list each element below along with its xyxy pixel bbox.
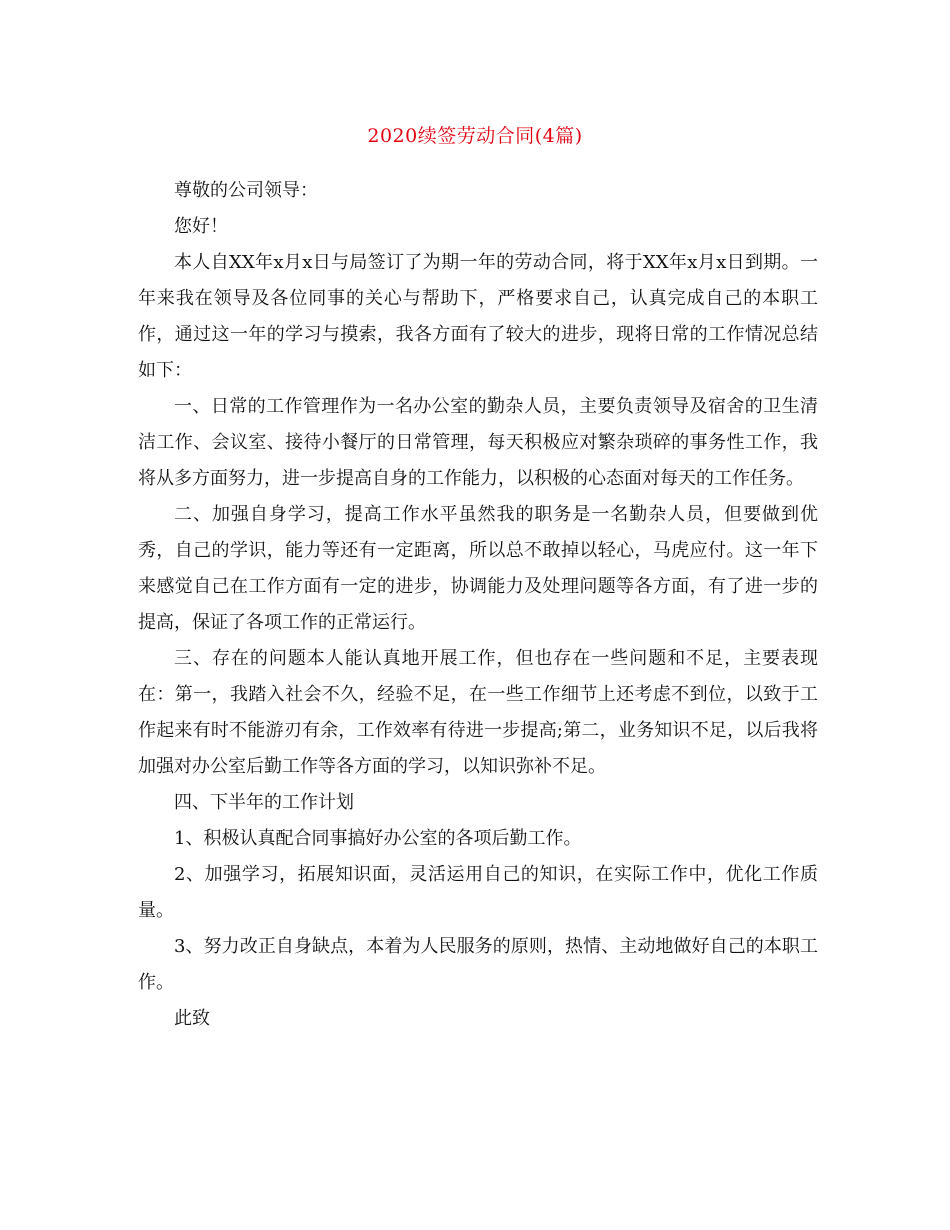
salutation: 尊敬的公司领导：	[174, 180, 318, 201]
document-title: 2020续签劳动合同(4篇)	[367, 125, 583, 147]
plan-item-2: 2、加强学习，拓展知识面，灵活运用自己的知识，在实际工作中，优化工作质量。	[138, 864, 818, 921]
closing: 此致	[174, 1008, 210, 1029]
paragraph-section-2: 二、加强自身学习，提高工作水平虽然我的职务是一名勤杂人员，但要做到优秀，自己的学识，能力等还有一定距离，所以总不敢掉以轻心，马虎应付。这一年下来感觉自己在工作方面有一定的进步，协调能力及处理问题等各方面，有了进一步的提高，保证了各项工作的正常运行。	[138, 504, 818, 633]
document-body	[138, 173, 818, 1037]
plan-item-3: 3、努力改正自身缺点，本着为人民服务的原则，热情、主动地做好自己的本职工作。	[138, 936, 818, 993]
plan-item-1: 1、积极认真配合同事搞好办公室的各项后勤工作。	[174, 828, 582, 849]
paragraph-section-1: 一、日常的工作管理作为一名办公室的勤杂人员，主要负责领导及宿舍的卫生清洁工作、会议室、接待小餐厅的日常管理，每天积极应对繁杂琐碎的事务性工作，我将从多方面努力，进一步提高自身的工作能力，以积极的心态面对每天的工作任务。	[138, 396, 818, 489]
section-4-heading: 四、下半年的工作计划	[174, 792, 354, 813]
greeting: 您好！	[174, 216, 228, 237]
paragraph-section-3: 三、存在的问题本人能认真地开展工作，但也存在一些问题和不足，主要表现在：第一，我踏入社会不久，经验不足，在一些工作细节上还考虑不到位，以致于工作起来有时不能游刃有余，工作效率有待进一步提高;第二，业务知识不足，以后我将加强对办公室后勤工作等各方面的学习，以知识弥补不足。	[138, 648, 818, 777]
paragraph-intro: 本人自XX年x月x日与局签订了为期一年的劳动合同，将于XX年x月x日到期。一年来我在领导及各位同事的关心与帮助下，严格要求自己，认真完成自己的本职工作，通过这一年的学习与摸索，我各方面有了较大的进步，现将日常的工作情况总结如下：	[138, 252, 818, 381]
